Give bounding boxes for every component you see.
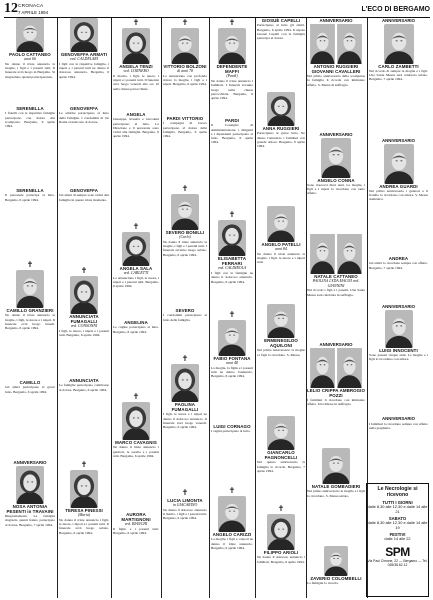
notice-text: Nel ricordo di sempre la moglie e i figli. Una Santa Messa sarà celebrata sabato. Bergamo, 7 aprile 1994. xyxy=(369,68,428,82)
portrait-photo xyxy=(171,28,199,64)
obituary-notice xyxy=(306,448,366,544)
portrait-photo xyxy=(267,416,295,450)
notice-subtitle: ved. CARLETTI xyxy=(123,271,149,276)
ad-day-2 xyxy=(367,516,428,530)
obituary-notice xyxy=(4,460,56,598)
portrait-photo xyxy=(218,220,246,256)
notice-text: Nel ricordo i figli e i parenti. Una Santa Messa sarà celebrata in suffragio. xyxy=(307,288,365,297)
notice-text: I condomini partecipano al lutto della famiglia. xyxy=(163,313,207,322)
masthead xyxy=(4,3,430,18)
deceased-name: ANGELA TENZI xyxy=(119,64,153,69)
obituary-notice xyxy=(112,18,160,110)
cross-icon: ✝ xyxy=(26,260,34,269)
notice-text: Nel quinto anniversario la famiglia lo ricorda. Bergamo, 7 aprile 1994. xyxy=(257,460,305,473)
deceased-name: ANGELA SALA xyxy=(119,266,153,271)
notice-heading: ANNIVERSARIO xyxy=(319,132,353,137)
notice-text: Partecipano al grave lutto. Ne danno l'annuncio i familiari con grande dolore. Bergamo, 6 aprile 1994. xyxy=(257,131,305,149)
notice-subtitle: anni 66 xyxy=(24,57,36,62)
notice-text: I cugini partecipano al lutto. xyxy=(211,429,251,434)
obituary-notice xyxy=(112,512,160,598)
cross-icon: ✝ xyxy=(80,460,88,469)
notice-text: I figli con le rispettive famiglie, i nipoti e i parenti tutti ne danno il doloroso annuncio. Bergamo, 6 aprile 1994. xyxy=(59,61,109,79)
obituary-notice xyxy=(256,304,306,414)
notice-text: La moglie, la figlia e i parenti tutti ne danno l'annuncio. Bergamo, 6 aprile 1994. xyxy=(211,365,253,379)
portrait-photo xyxy=(122,402,150,440)
notice-text: Giuseppe, Rosetta e Giovanni partecipano al lutto. La Direzione e il personale sono vicini alla famiglia. Bergamo, 6 aprile 1994. xyxy=(113,117,159,139)
ad-day-1 xyxy=(367,500,428,514)
deceased-name: NATALE GOMBADIERI xyxy=(311,484,361,489)
notice-text: Nel primo anniversario la moglie e i figli lo ricordano. S. Messa sabato. xyxy=(307,489,365,498)
notice-subtitle: ved. BIANCHI xyxy=(124,522,148,527)
notice-text: Nel primo anniversario della scomparsa la famiglia li ricorda con immutato affetto. S. Messa di suffragio. xyxy=(307,73,365,87)
notice-subtitle: ved. CALDIROLA xyxy=(217,266,247,271)
notice-text: I compagni di lavoro partecipano al dolore della famiglia. Bergamo, 6 aprile 1994. xyxy=(163,121,207,139)
deceased-name: CAMILLO GRANZIERI xyxy=(6,308,54,313)
obituary-notice xyxy=(368,304,429,414)
deceased-name: GENOVEFFA xyxy=(70,106,98,111)
notice-text: Ne danno il triste annuncio la moglie, i figli, le nuore e i nipoti. Il funerale avrà luogo lunedì. Bergamo, 6 aprile 1994. xyxy=(5,313,55,331)
deceased-name: DEFENDENTE MAFFI xyxy=(216,64,248,75)
notice-text: I figli, le nuore e i nipoti ne danno il doloroso annuncio. Il funerale avrà luogo venerdì. Bergamo, 6 aprile 1994. xyxy=(163,412,207,430)
cross-icon: ✝ xyxy=(228,18,236,27)
obituary-notice xyxy=(4,18,56,104)
obituary-notice xyxy=(210,118,254,208)
portrait-photo xyxy=(267,92,295,126)
deceased-name: GIOSUÈ CAPELLI xyxy=(261,18,301,23)
deceased-name: ANGELO CARIZZI xyxy=(212,532,252,537)
deceased-name: ANGELO PATELLI xyxy=(261,242,301,247)
notice-text: Partecipano al lutto gli amici. Bergamo, 6 aprile 1994. Il nipote Giosuè Capelli con la famiglia partecipa al dolore. xyxy=(257,23,305,41)
notice-text: Lo annunciano con profondo dolore la moglie, i figli e i nipoti. Bergamo, 6 aprile 1994. xyxy=(163,73,207,87)
ad-hours: dalle 14 alle 22 xyxy=(384,536,411,542)
obituary-notice xyxy=(162,354,208,486)
obituary-notice xyxy=(306,234,366,340)
obituary-notice xyxy=(256,92,306,204)
portrait-photo xyxy=(16,270,44,308)
notice-subtitle: ved. CALDELARI xyxy=(70,57,98,62)
notice-heading: ANNIVERSARIO xyxy=(382,304,415,309)
notice-text: Ne danno il doloroso annuncio i familiari. Bergamo, 6 aprile 1994. xyxy=(257,555,305,564)
portrait-photo xyxy=(267,206,295,242)
deceased-name: PARDI VITTORIO xyxy=(166,116,204,121)
deceased-name: SERENELLA xyxy=(16,188,44,193)
obituary-notice xyxy=(210,310,254,422)
notice-text: Le amiche partecipano al lutto della famiglia. I condomini di via Roma si uniscono al dolore. xyxy=(59,111,109,124)
obituary-notice xyxy=(256,416,306,502)
section-label: CRONACA xyxy=(18,4,44,9)
deceased-name: PARDI xyxy=(225,118,239,123)
notice-text: La moglie, i figli e i nipoti ne danno il triste annuncio. Bergamo, 6 aprile 1994. xyxy=(211,537,253,550)
obituary-notice xyxy=(210,424,254,484)
notice-subtitle: in GIACARINO xyxy=(172,503,198,508)
obituary-notice xyxy=(112,392,160,510)
obituary-notice xyxy=(162,184,208,306)
portrait-photo xyxy=(321,138,351,178)
notice-heading: ANNIVERSARIO xyxy=(319,18,353,23)
deceased-name: NATALE CATTANEO xyxy=(314,274,358,279)
deceased-name: ZAVERIO COLOMBELLI xyxy=(310,576,362,581)
notice-subtitle: ved. CORNERO xyxy=(123,69,149,74)
notice-text: Gli amici di sempre sono vicini alla famiglia in questo triste momento. xyxy=(59,193,109,202)
ad-address: Via Paci Cimone, 22 — Bergamo — Tel. 035/38.62.12 xyxy=(367,558,428,567)
deceased-name: ANNA RUGGIERI xyxy=(262,126,300,131)
notice-subtitle: PAOLINA LYDA MAGNI ved. GIANNINI xyxy=(312,279,360,288)
obituary-notice xyxy=(112,112,160,220)
notice-text: Le famiglie partecipano commosse al dolore. Bergamo, 6 aprile 1994. xyxy=(59,383,109,392)
notice-text: Gli amici partecipano al grave lutto. Bergamo, 6 aprile 1994. xyxy=(5,385,55,394)
notice-subtitle: anni 48 xyxy=(226,361,238,366)
obituary-notice xyxy=(306,546,366,598)
notice-heading: ANNIVERSARIO xyxy=(13,460,47,465)
notice-text: Il marito, i figli, le nuore, i nipoti e i parenti tutti. Il funerale avrà luogo venerdì alle ore 10 nella chiesa parrocchiale. xyxy=(113,73,159,91)
obituary-notice xyxy=(368,18,429,136)
portrait-photo xyxy=(16,466,44,504)
notice-subtitle: ANTONIO RUGGIERI GIOVANNI CAVALLERI xyxy=(311,63,361,74)
page-number: 12 xyxy=(4,1,18,16)
cross-icon: ✝ xyxy=(277,504,285,513)
cross-icon: ✝ xyxy=(228,486,236,495)
ad-day-3 xyxy=(367,532,428,542)
portrait-photo xyxy=(70,18,98,52)
notice-text: Il figlio e i parenti tutti. Bergamo, 6 aprile 1994. xyxy=(113,527,159,536)
notice-text: Lo annunciano i figli, le nuore, i nipoti e i parenti tutti. Bergamo, 6 aprile 1994. xyxy=(113,275,159,289)
obituary-notice xyxy=(306,132,366,232)
obituary-notice xyxy=(4,260,56,378)
deceased-name: MARCO CAVAGNIS xyxy=(115,440,157,445)
deceased-name: FABIO FONTANA xyxy=(213,356,251,361)
notice-subtitle: ANDREA GUARDI xyxy=(379,183,418,189)
deceased-name: ELISABETTA FERRARI xyxy=(217,256,247,267)
paper-name: L'ECO DI BERGAMO xyxy=(361,6,430,13)
deceased-name: SEVERO BONILLI xyxy=(165,230,205,235)
notice-text: Ne danno il triste annuncio la moglie, i figli e i parenti tutti. I funerali avranno luogo sabato. Bergamo, 6 aprile 1994. xyxy=(163,239,207,257)
portrait-photo xyxy=(324,546,348,576)
notice-text: I familiari li ricordano con immutato affetto. Una Messa in suffragio. xyxy=(307,397,365,407)
notice-text: Nel primo anniversario i genitori e il fratello lo ricordano con amore. S. Messa domenica. xyxy=(369,188,428,202)
deceased-name: FILIPPO ARIOLI xyxy=(263,550,299,555)
deceased-name: ANGELA xyxy=(126,112,146,117)
obituary-notice xyxy=(4,188,56,258)
portrait-photo xyxy=(70,470,98,508)
cross-icon: ✝ xyxy=(132,18,140,27)
cross-icon: ✝ xyxy=(228,310,236,319)
portrait-photo xyxy=(384,24,414,64)
portrait-photo xyxy=(267,514,295,550)
obituary-notice xyxy=(4,106,56,186)
obituary-notice xyxy=(162,116,208,182)
cross-icon: ✝ xyxy=(132,392,140,401)
obituary-notice xyxy=(368,138,429,254)
deceased-name: SEVERO xyxy=(175,308,195,313)
notice-subtitle: (Pardi) xyxy=(226,74,238,79)
cross-icon: ✝ xyxy=(132,222,140,231)
deceased-name: GENOVEFFA ARMATI xyxy=(60,52,108,57)
obituary-notice xyxy=(368,256,429,302)
obituary-notice xyxy=(58,18,110,104)
obituary-notice xyxy=(162,488,208,598)
portrait-photo xyxy=(322,448,350,484)
notice-text: Ne danno il triste annuncio la moglie, i figli e i parenti tutti. Il funerale avrà luogo in Bergamo. Si ringraziano quanti parteciperanno. xyxy=(5,61,55,79)
deceased-name: TERESA PINESSI xyxy=(65,508,103,513)
portrait-photo xyxy=(385,310,413,348)
obituary-notice xyxy=(58,378,110,458)
portrait-photo xyxy=(218,28,246,64)
obituary-notice xyxy=(162,308,208,352)
portrait-photo xyxy=(171,194,199,230)
obituary-notice xyxy=(58,266,110,376)
deceased-name: GIANCARLO PAGNONCELLI xyxy=(264,450,298,461)
portrait-photo xyxy=(384,144,414,184)
notice-subtitle: LUIGI INNOCENTI xyxy=(379,347,418,353)
notice-subtitle: (Maria) xyxy=(77,513,91,518)
double-portrait-photo xyxy=(309,348,363,388)
deceased-name: PAOLINA FUMAGALLI xyxy=(171,402,199,413)
deceased-name: GENOVEFFA xyxy=(70,188,98,193)
obituary-notice xyxy=(256,18,306,90)
notice-text: I fratelli con le rispettive famiglie partecipano con dolore alla scomparsa. Bergamo, 6 aprile 1994. xyxy=(5,111,55,129)
notice-text: La famiglia lo ricorda. xyxy=(307,581,339,586)
ad-day-label: FESTIVI xyxy=(389,532,406,538)
notice-subtitle: ANGELO CONNA xyxy=(317,177,355,183)
obituary-notice xyxy=(112,222,160,318)
ad-hours: dalle 8,30 alle 12,30 e dalle 14 alle 21 xyxy=(367,504,428,514)
notice-text: Sono trascorsi dieci anni. La moglie, i figli e i nipoti lo ricordano con tanto affetto. xyxy=(307,182,365,196)
portrait-photo xyxy=(171,364,199,402)
notice-text: I figli, le nuore, i nipoti e i parenti tutti. Bergamo, 6 aprile 1994. xyxy=(59,329,109,338)
deceased-name: LUIGI CORNAGO xyxy=(213,424,251,429)
ad-day-label: TUTTI I GIORNI xyxy=(382,500,413,505)
portrait-photo xyxy=(122,28,150,64)
ad-title: Le Necrologie si ricevono xyxy=(377,486,418,498)
notice-heading: ANNIVERSARIO xyxy=(382,18,415,23)
notice-text: Il personale partecipa al lutto. Bergamo, 6 aprile 1994. xyxy=(5,193,55,202)
obituary-notice xyxy=(256,504,306,598)
ad-day-label: SABATO xyxy=(388,516,407,522)
deceased-name: LUCIA LIMONTA xyxy=(167,498,203,503)
necrology-ad-box xyxy=(366,483,429,597)
deceased-name: ANNUNCIATA xyxy=(69,378,99,383)
notice-heading: ANNIVERSARIO xyxy=(319,342,353,347)
portrait-photo xyxy=(16,18,44,52)
obituary-notice xyxy=(306,342,366,446)
notice-subtitle: LELIO CRIPPA AMBROGIO POZZI xyxy=(306,387,366,398)
notice-text: Sono passati cinque anni. La moglie e i figli lo ricordano con amore. xyxy=(369,352,428,361)
deceased-name: AURORA MARTIGNONI xyxy=(121,512,151,523)
notice-text: Ne danno il triste annuncio la moglie, i figli, le nuore e i nipoti tutti. xyxy=(257,251,305,265)
notice-text: Ne danno il doloroso annuncio il marito, i figli e i parenti tutti. Bergamo, 6 aprile 1994. xyxy=(163,507,207,521)
notice-text: Le cugine partecipano al lutto. Bergamo, 6 aprile 1994. xyxy=(113,325,159,334)
ad-hours: dalle 8,30 alle 12,30 e dalle 14 alle 19 xyxy=(367,520,428,530)
double-portrait-photo xyxy=(309,234,363,274)
cross-icon: ✝ xyxy=(181,354,189,363)
deceased-name: ERMENEGILDO AQUILONI xyxy=(264,338,298,349)
deceased-name: ANDREA xyxy=(388,256,409,261)
notice-subtitle: (Carlo) xyxy=(179,235,191,240)
portrait-photo xyxy=(218,496,246,532)
obituary-notice xyxy=(4,380,56,458)
spm-logo: SPM xyxy=(385,544,410,559)
obituary-notice xyxy=(210,18,254,116)
notice-text: Il Consiglio di Amministrazione, i dirigenti e i dipendenti partecipano al lutto. Bergamo, 6 aprile 1994. xyxy=(211,123,253,145)
portrait-photo xyxy=(218,320,246,356)
notice-heading: ANNIVERSARIO xyxy=(382,138,415,143)
deceased-name: CAMILLO xyxy=(19,380,41,385)
obituary-notice xyxy=(58,460,110,598)
notice-text: Ne danno il triste annuncio i familiari. I funerali avranno luogo nella chiesa parrocchiale. Bergamo, 6 aprile 1994. xyxy=(211,79,253,101)
notice-text: Nel primo anniversario la moglie e i figli lo ricordano. S. Messa. xyxy=(257,348,305,357)
notice-text: Ne danno il triste annuncio i genitori, la sorella e i parenti tutti. Bergamo, 6 aprile 1994. xyxy=(113,445,159,458)
notice-text: I familiari lo ricordano sempre con affetto nella preghiera. xyxy=(369,421,428,430)
obituary-notice xyxy=(112,320,160,390)
cross-icon: ✝ xyxy=(181,18,189,27)
deceased-name: PAOLO CATTANEO xyxy=(9,52,51,57)
double-portrait-photo xyxy=(309,24,363,64)
obituary-notice xyxy=(210,486,254,598)
deceased-name: SERENELLA xyxy=(16,106,44,111)
obituary-notice xyxy=(256,206,306,302)
portrait-photo xyxy=(122,232,150,266)
notice-text: Ne danno il triste annuncio i figli, le nuore, i nipoti e i parenti tutti. Il funerale avrà luogo sabato. Bergamo, 6 aprile 1994. xyxy=(59,517,109,535)
cross-icon: ✝ xyxy=(228,210,236,219)
notice-heading: ANNIVERSARIO xyxy=(382,416,415,421)
obituary-notice xyxy=(162,18,208,114)
notice-subtitle: anni 84 xyxy=(275,247,287,252)
notice-text: Gli amici lo ricordano sempre con affetto. Bergamo, 7 aprile 1994. xyxy=(369,261,428,270)
notice-subtitle: CARLO ZAMBETTI xyxy=(378,63,419,69)
obituary-notice xyxy=(306,18,366,130)
notice-subtitle: ved. CONSONNI xyxy=(70,324,98,329)
cross-icon: ✝ xyxy=(80,266,88,275)
notice-subtitle: NOSA ANTONIA PESENTI in TRAVAINI xyxy=(6,503,54,514)
obituary-notice xyxy=(58,106,110,186)
notice-subtitle: di anni 78 xyxy=(177,69,193,74)
deceased-name: ANGELINA xyxy=(124,320,148,325)
obituary-notice xyxy=(368,416,429,480)
portrait-photo xyxy=(70,276,98,314)
deceased-name: VITTORIO BOLZONI xyxy=(163,64,207,69)
issue-date: 7 APRILE 1994 xyxy=(18,10,49,15)
portrait-photo xyxy=(267,304,295,338)
notice-text: I figli con le famiglie ne danno il doloroso annuncio. Bergamo, 6 aprile 1994. xyxy=(211,271,253,284)
cross-icon: ✝ xyxy=(181,184,189,193)
notice-text: Ringraziamenti. La famiglia ringrazia quanti hanno partecipato al dolore. Bergamo, 7 aprile 1994. xyxy=(5,513,55,527)
obituary-notice xyxy=(210,210,254,308)
deceased-name: ANNUNCIATA FUMAGALLI xyxy=(69,314,99,325)
cross-icon: ✝ xyxy=(181,488,189,497)
obituary-notice xyxy=(58,188,110,264)
